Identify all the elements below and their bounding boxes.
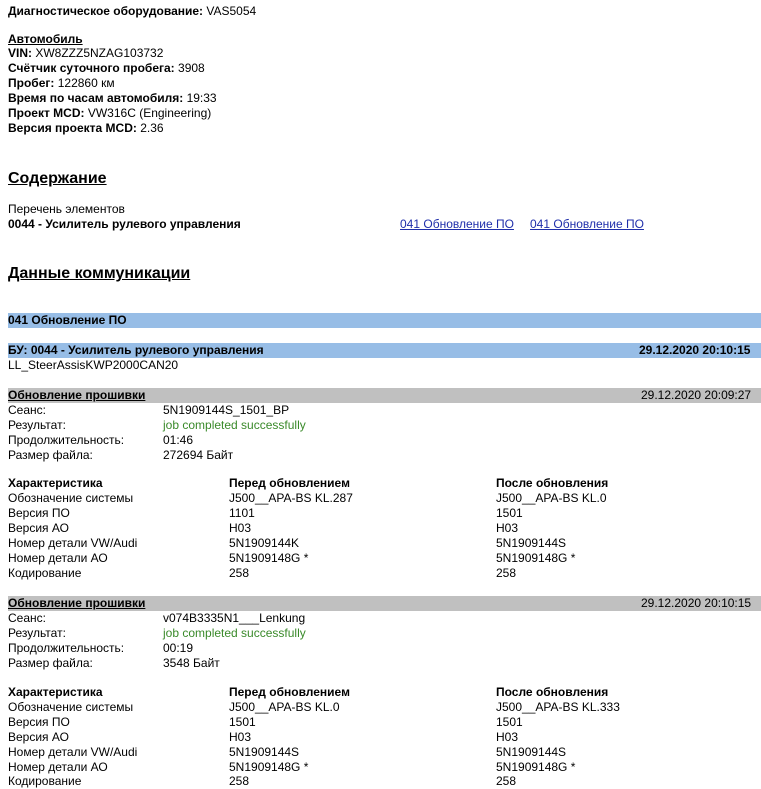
ecu-band-date: 29.12.2020 20:10:15 <box>639 343 751 357</box>
update-duration-row <box>8 433 761 448</box>
update-session-row <box>8 403 761 418</box>
table-cell: 5N1909144S <box>229 745 300 759</box>
contents-heading: Содержание <box>8 170 107 187</box>
table-cell: H03 <box>229 730 252 744</box>
row-label: Результат: <box>8 626 66 640</box>
table-row <box>8 715 761 730</box>
section-band-label: 041 Обновление ПО <box>8 313 127 327</box>
update-size-row <box>8 448 761 463</box>
result-value: job completed successfully <box>163 626 306 640</box>
vehicle-mcd-version <box>8 121 164 136</box>
table-cell: H03 <box>496 521 519 535</box>
table-cell: 5N1909148G * <box>496 760 576 774</box>
update-result-row <box>8 418 761 433</box>
table-cell: Версия АО <box>8 521 69 535</box>
row-label: Сеанс: <box>8 611 46 625</box>
table-cell: 5N1909148G * <box>229 551 309 565</box>
table-cell: 1501 <box>496 506 523 520</box>
table-header-cell: После обновления <box>496 685 609 699</box>
row-label: Размер файла: <box>8 448 93 462</box>
table-cell: Номер детали VW/Audi <box>8 536 138 550</box>
table-row <box>8 745 761 760</box>
row-label: Размер файла: <box>8 656 93 670</box>
vehicle-mileage <box>8 76 115 91</box>
table-header-cell: Характеристика <box>8 685 103 699</box>
field-label: Версия проекта MCD: <box>8 121 137 135</box>
table-header-cell: После обновления <box>496 476 609 490</box>
update-band-label: Обновление прошивки <box>8 596 146 610</box>
update-band-date: 29.12.2020 20:10:15 <box>641 596 752 610</box>
table-cell: 258 <box>496 774 517 788</box>
table-cell: Версия АО <box>8 730 69 744</box>
table-row <box>8 491 761 506</box>
table-row <box>8 566 761 581</box>
update-band <box>8 596 761 611</box>
table-row <box>8 536 761 551</box>
table-cell: 5N1909148G * <box>229 760 309 774</box>
diag-equipment-value: VAS5054 <box>206 4 257 18</box>
table-cell: J500__APA-BS KL.0 <box>496 491 607 505</box>
row-value: 272694 Байт <box>163 448 234 462</box>
table-header-cell: Характеристика <box>8 476 103 490</box>
update-band-label: Обновление прошивки <box>8 388 146 402</box>
comm-heading: Данные коммуникации <box>8 265 191 282</box>
row-label: Продолжительность: <box>8 641 125 655</box>
ecu-band-label: БУ: 0044 - Усилитель рулевого управления <box>8 343 264 357</box>
contents-link-update-1[interactable]: 041 Обновление ПО <box>400 217 514 231</box>
table-row <box>8 506 761 521</box>
table-row <box>8 774 761 789</box>
row-value: v074B3335N1___Lenkung <box>163 611 306 625</box>
row-label: Сеанс: <box>8 403 46 417</box>
update-size-row <box>8 656 761 671</box>
table-row <box>8 730 761 745</box>
update-result-row <box>8 626 761 641</box>
table-cell: J500__APA-BS KL.287 <box>229 491 353 505</box>
field-value: XW8ZZZ5NZAG103732 <box>35 46 164 60</box>
table-cell: J500__APA-BS KL.0 <box>229 700 340 714</box>
table-cell: Кодирование <box>8 566 82 580</box>
table-cell: 5N1909148G * <box>496 551 576 565</box>
table-cell: Версия ПО <box>8 506 70 520</box>
vehicle-title: Автомобиль <box>8 32 83 46</box>
field-value: 3908 <box>178 61 205 75</box>
table-header-row <box>8 476 761 491</box>
table-cell: Кодирование <box>8 774 82 788</box>
table-cell: Номер детали АО <box>8 760 108 774</box>
table-row <box>8 700 761 715</box>
table-cell: Номер детали АО <box>8 551 108 565</box>
table-cell: 5N1909144S <box>496 745 567 759</box>
row-label: Продолжительность: <box>8 433 125 447</box>
row-value: 00:19 <box>163 641 194 655</box>
vehicle-trip-counter <box>8 61 205 76</box>
row-value: 01:46 <box>163 433 194 447</box>
vehicle-mcd-project <box>8 106 211 121</box>
table-cell: H03 <box>229 521 252 535</box>
table-cell: Версия ПО <box>8 715 70 729</box>
table-cell: 258 <box>496 566 517 580</box>
field-value: 19:33 <box>186 91 217 105</box>
table-cell: 258 <box>229 774 250 788</box>
update-band-date: 29.12.2020 20:09:27 <box>641 388 752 402</box>
section-band <box>8 313 761 328</box>
diag-equipment-line <box>8 4 256 19</box>
field-label: Счётчик суточного пробега: <box>8 61 175 75</box>
field-value: 122860 км <box>57 76 115 90</box>
table-header-cell: Перед обновлением <box>229 685 350 699</box>
field-label: Проект MCD: <box>8 106 85 120</box>
result-value: job completed successfully <box>163 418 306 432</box>
table-row <box>8 521 761 536</box>
contents-item-label: 0044 - Усилитель рулевого управления <box>8 217 241 231</box>
table-cell: 1501 <box>229 715 256 729</box>
table-cell: Номер детали VW/Audi <box>8 745 138 759</box>
update-duration-row <box>8 641 761 656</box>
table-cell: 5N1909144K <box>229 536 300 550</box>
row-value: 3548 Байт <box>163 656 220 670</box>
update-session-row <box>8 611 761 626</box>
table-cell: 5N1909144S <box>496 536 567 550</box>
table-cell: 1501 <box>496 715 523 729</box>
row-label: Результат: <box>8 418 66 432</box>
update-band <box>8 388 761 403</box>
table-cell: J500__APA-BS KL.333 <box>496 700 620 714</box>
vehicle-vin <box>8 46 163 61</box>
ecu-band <box>8 343 761 358</box>
contents-link-update-2[interactable]: 041 Обновление ПО <box>530 217 644 231</box>
table-cell: 1101 <box>229 506 255 520</box>
table-cell: Обозначение системы <box>8 700 134 714</box>
field-value: VW316C (Engineering) <box>87 106 212 120</box>
ecu-subtitle: LL_SteerAssisKWP2000CAN20 <box>8 358 179 372</box>
field-label: Пробег: <box>8 76 55 90</box>
table-row <box>8 760 761 775</box>
vehicle-clock <box>8 91 217 106</box>
contents-list-label: Перечень элементов <box>8 202 125 216</box>
field-label: VIN: <box>8 46 32 60</box>
table-header-row <box>8 685 761 700</box>
table-cell: 258 <box>229 566 250 580</box>
table-header-cell: Перед обновлением <box>229 476 350 490</box>
table-cell: Обозначение системы <box>8 491 134 505</box>
field-label: Время по часам автомобиля: <box>8 91 184 105</box>
diag-equipment-label: Диагностическое оборудование: <box>8 4 204 18</box>
field-value: 2.36 <box>140 121 164 135</box>
table-cell: H03 <box>496 730 519 744</box>
table-row <box>8 551 761 566</box>
row-value: 5N1909144S_1501_BP <box>163 403 290 417</box>
